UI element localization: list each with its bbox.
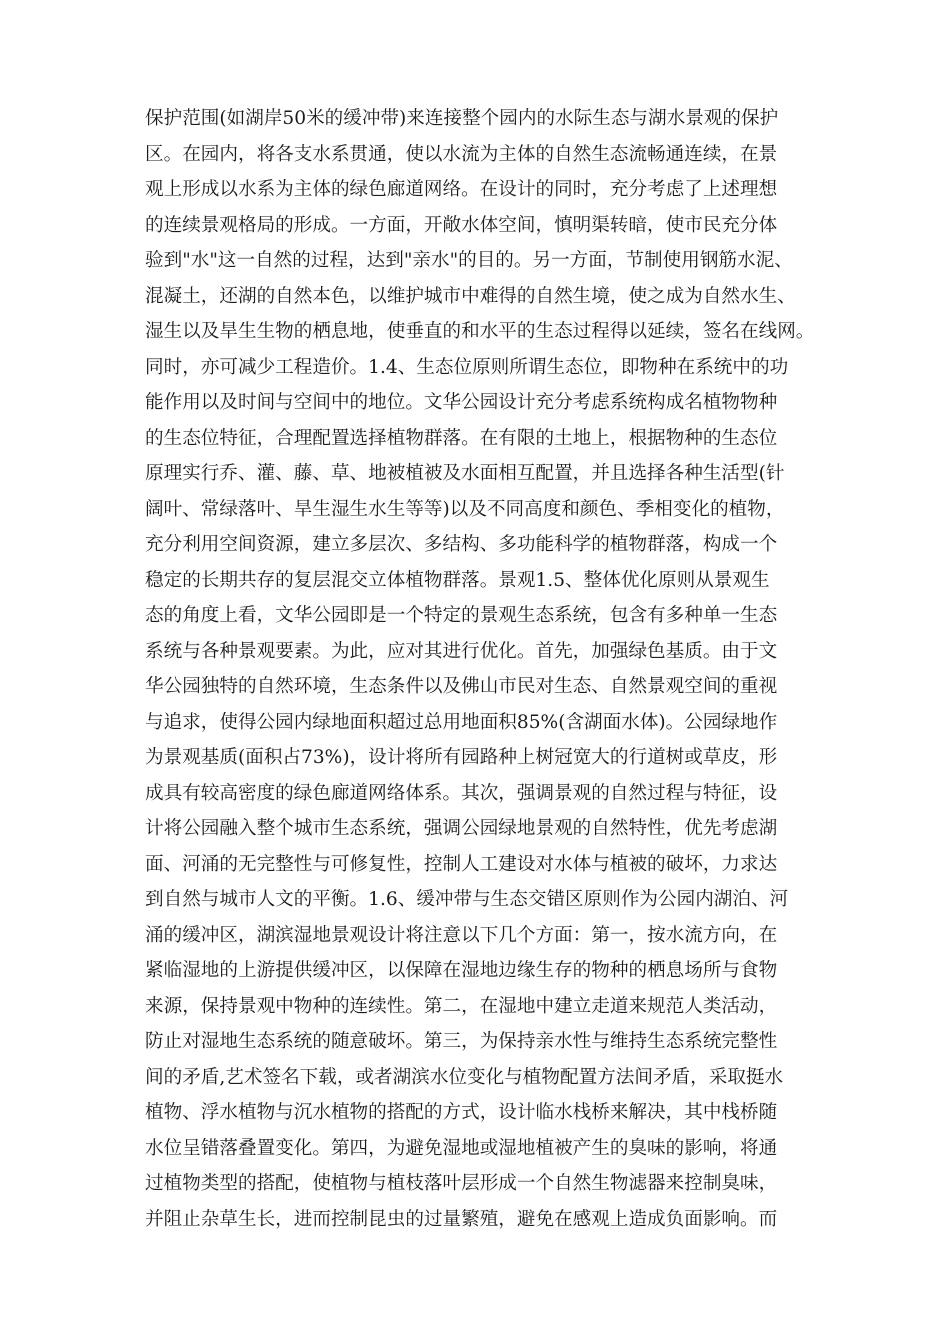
text-line: 水位呈错落叠置变化。第四，为避免湿地或湿地植被产生的臭味的影响，将通 (145, 1137, 778, 1159)
text-line: 混凝土，还湖的自然本色，以维护城市中难得的自然生境，使之成为自然水生、 (145, 285, 796, 307)
body-text (145, 101, 845, 1237)
text-line: 到自然与城市人文的平衡。1.6、缓冲带与生态交错区原则作为公园内湖泊、河 (145, 889, 789, 910)
text-line: 态的角度上看，文华公园即是一个特定的景观生态系统，包含有多种单一生态 (145, 605, 778, 626)
text-line: 系统与各种景观要素。为此，应对其进行优化。首先，加强绿色基质。由于文 (145, 640, 778, 662)
text-line: 的生态位特征，合理配置选择植物群落。在有限的土地上，根据物种的生态位 (145, 427, 778, 449)
text-line: 保护范围(如湖岸50米的缓冲带)来连接整个园内的水际生态与湖水景观的保护 (145, 108, 779, 129)
text-line: 阔叶、常绿落叶、旱生湿生水生等等)以及不同高度和颜色、季相变化的植物， (145, 498, 785, 520)
text-line: 涌的缓冲区，湖滨湿地景观设计将注意以下几个方面：第一，按水流方向，在 (145, 924, 778, 946)
text-line: 紧临湿地的上游提供缓冲区，以保障在湿地边缘生存的物种的栖息场所与食物 (145, 960, 778, 981)
text-line: 验到"水"这一自然的过程，达到"亲水"的目的。另一方面，节制使用钢筋水泥、 (145, 250, 793, 271)
text-line: 能作用以及时间与空间中的地位。文华公园设计充分考虑系统构成名植物物种 (145, 392, 778, 413)
text-line: 华公园独特的自然环境，生态条件以及佛山市民对生态、自然景观空间的重视 (145, 676, 778, 697)
text-line: 来源，保持景观中物种的连续性。第二，在湿地中建立走道来规范人类活动， (145, 995, 778, 1017)
text-line: 间的矛盾,艺术签名下载，或者湖滨水位变化与植物配置方法间矛盾，采取挺水 (145, 1066, 784, 1088)
text-line: 面、河涌的无完整性与可修复性，控制人工建设对水体与植被的破坏，力求达 (145, 853, 778, 875)
text-line: 原理实行乔、灌、藤、草、地被植被及水面相互配置，并且选择各种生活型(针 (145, 463, 785, 484)
text-line: 为景观基质(面积占73%)，设计将所有园路种上树冠宽大的行道树或草皮，形 (145, 747, 778, 768)
text-line: 植物、浮水植物与沉水植物的搭配的方式，设计临水栈桥来解决，其中栈桥随 (145, 1102, 778, 1123)
text-line: 成具有较高密度的绿色廊道网络体系。其次，强调景观的自然过程与特征，设 (145, 782, 778, 804)
text-line: 过植物类型的搭配，使植物与植枝落叶层形成一个自然生物滤器来控制臭味， (145, 1173, 778, 1194)
text-line: 同时，亦可减少工程造价。1.4、生态位原则所谓生态位，即物种在系统中的功 (145, 356, 789, 378)
text-line: 稳定的长期共存的复层混交立体植物群落。景观1.5、整体优化原则从景观生 (145, 569, 770, 591)
text-line: 并阻止杂草生长，进而控制昆虫的过量繁殖，避免在感观上造成负面影响。而 (145, 1208, 778, 1230)
text-line: 防止对湿地生态系统的随意破坏。第三，为保持亲水性与维持生态系统完整性 (145, 1031, 778, 1052)
text-line: 充分利用空间资源，建立多层次、多结构、多功能科学的植物群落，构成一个 (145, 534, 778, 555)
text-line: 观上形成以水系为主体的绿色廊道网络。在设计的同时，充分考虑了上述理想 (145, 179, 778, 200)
text-line: 区。在园内，将各支水系贯通，使以水流为主体的自然生态流畅通连续，在景 (145, 143, 778, 165)
text-line: 湿生以及旱生生物的栖息地，使垂直的和水平的生态过程得以延续，签名在线网。 (145, 321, 815, 342)
text-line: 计将公园融入整个城市生态系统，强调公园绿地景观的自然特性，优先考虑湖 (145, 818, 778, 839)
text-line: 与追求，使得公园内绿地面积超过总用地面积85%(含湖面水体)。公园绿地作 (145, 711, 778, 733)
text-line: 的连续景观格局的形成。一方面，开敞水体空间，慎明渠转暗，使市民充分体 (145, 214, 778, 236)
